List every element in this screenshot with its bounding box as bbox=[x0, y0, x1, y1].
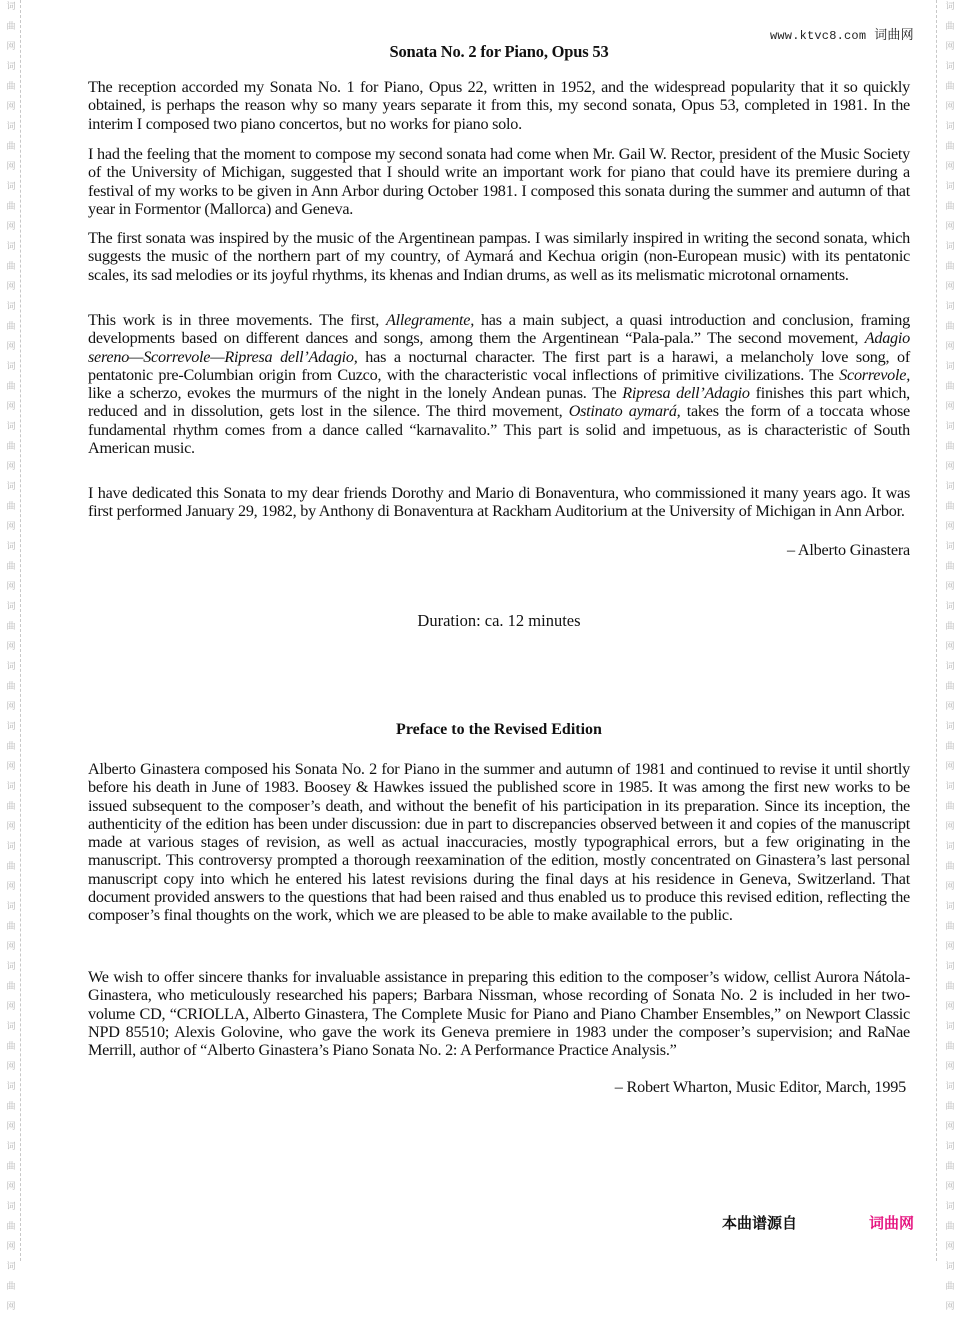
watermark-char: 曲 bbox=[6, 622, 16, 632]
watermark-char: 词 bbox=[6, 482, 16, 492]
watermark-group bbox=[940, 597, 956, 657]
watermark-char: 词 bbox=[945, 782, 955, 792]
movement-title-italic: Allegramente, bbox=[386, 311, 475, 329]
watermark-group bbox=[940, 957, 956, 1017]
duration-note: Duration: ca. 12 minutes bbox=[417, 611, 581, 630]
watermark-char: 词 bbox=[945, 1082, 955, 1092]
watermark-char: 词 bbox=[6, 302, 16, 312]
watermark-char: 网 bbox=[945, 42, 955, 52]
watermark-group bbox=[1, 957, 21, 1017]
watermark-group bbox=[1, 717, 21, 777]
watermark-char: 曲 bbox=[6, 682, 16, 692]
watermark-char: 网 bbox=[945, 702, 955, 712]
watermark-char: 网 bbox=[6, 222, 16, 232]
watermark-char: 词 bbox=[945, 602, 955, 612]
watermark-group bbox=[1, 0, 21, 57]
watermark-char: 词 bbox=[6, 602, 16, 612]
movement-title-italic: Adagio sereno—Scorrevole—Ripresa dell’Adagio, bbox=[88, 329, 910, 366]
watermark-char: 网 bbox=[6, 342, 16, 352]
editor-signature: – Robert Wharton, Music Editor, March, 1995 bbox=[614, 1078, 906, 1096]
watermark-char: 词 bbox=[945, 302, 955, 312]
watermark-group bbox=[940, 837, 956, 897]
watermark-char: 网 bbox=[945, 822, 955, 832]
watermark-group bbox=[1, 537, 21, 597]
watermark-char: 词 bbox=[945, 1142, 955, 1152]
watermark-group bbox=[1, 477, 21, 537]
watermark-char: 词 bbox=[945, 1022, 955, 1032]
watermark-group bbox=[1, 777, 21, 837]
watermark-char: 曲 bbox=[945, 562, 955, 572]
watermark-char: 网 bbox=[6, 162, 16, 172]
footer-brand-link[interactable]: 词曲网 bbox=[869, 1214, 915, 1232]
watermark-group bbox=[1, 657, 21, 717]
watermark-char: 网 bbox=[945, 462, 955, 472]
watermark-group bbox=[1, 417, 21, 477]
watermark-char: 词 bbox=[6, 122, 16, 132]
watermark-char: 曲 bbox=[945, 322, 955, 332]
watermark-char: 网 bbox=[6, 402, 16, 412]
watermark-char: 曲 bbox=[945, 742, 955, 752]
watermark-group bbox=[1, 897, 21, 957]
watermark-char: 曲 bbox=[6, 1042, 16, 1052]
watermark-char: 词 bbox=[945, 122, 955, 132]
watermark-char: 词 bbox=[945, 482, 955, 492]
watermark-group bbox=[940, 1257, 956, 1317]
watermark-char: 词 bbox=[6, 182, 16, 192]
watermark-group bbox=[1, 117, 21, 177]
watermark-char: 词 bbox=[6, 1142, 16, 1152]
watermark-char: 曲 bbox=[945, 1042, 955, 1052]
watermark-char: 曲 bbox=[6, 82, 16, 92]
watermark-char: 词 bbox=[945, 2, 955, 12]
watermark-char: 网 bbox=[6, 822, 16, 832]
watermark-group bbox=[1, 1017, 21, 1077]
watermark-char: 网 bbox=[945, 522, 955, 532]
watermark-char: 词 bbox=[6, 782, 16, 792]
watermark-char: 曲 bbox=[6, 442, 16, 452]
watermark-char: 曲 bbox=[6, 382, 16, 392]
watermark-group bbox=[1, 177, 21, 237]
watermark-char: 词 bbox=[6, 542, 16, 552]
watermark-group bbox=[940, 237, 956, 297]
paragraph-feeling: I had the feeling that the moment to compose my second sonata had come when Mr. Gail W. Rector, president of the Music Society of the University of Michigan, suggested that I should write an important work for piano that could have its premiere during a festival of my works to be given in Ann Arbor during October 1981. I composed this sonata during the summer and autumn of that year in Formentor (Mallorca) and Geneva. bbox=[88, 145, 910, 218]
watermark-char: 网 bbox=[945, 102, 955, 112]
watermark-char: 词 bbox=[6, 842, 16, 852]
watermark-char: 网 bbox=[945, 162, 955, 172]
watermark-char: 词 bbox=[945, 242, 955, 252]
text-run: This work is in three movements. The first, bbox=[88, 311, 386, 329]
text-run: finishes this part which, reduced and in dissolution, gets lost in the silence. The third movement, bbox=[88, 384, 910, 421]
watermark-group bbox=[940, 177, 956, 237]
watermark-group bbox=[940, 777, 956, 837]
watermark-char: 曲 bbox=[945, 922, 955, 932]
watermark-char: 曲 bbox=[945, 1282, 955, 1292]
watermark-group bbox=[940, 0, 956, 57]
watermark-char: 词 bbox=[6, 62, 16, 72]
watermark-group bbox=[1, 1257, 21, 1317]
watermark-group bbox=[1, 1197, 21, 1257]
watermark-char: 网 bbox=[945, 762, 955, 772]
watermark-char: 曲 bbox=[6, 562, 16, 572]
watermark-char: 网 bbox=[6, 1002, 16, 1012]
watermark-char: 词 bbox=[6, 662, 16, 672]
watermark-char: 网 bbox=[6, 642, 16, 652]
watermark-char: 曲 bbox=[6, 862, 16, 872]
right-watermark-margin bbox=[936, 0, 956, 1312]
watermark-char: 曲 bbox=[945, 682, 955, 692]
footer-source-label: 本曲谱源自 bbox=[722, 1214, 798, 1232]
watermark-char: 网 bbox=[945, 642, 955, 652]
watermark-char: 网 bbox=[945, 222, 955, 232]
watermark-char: 曲 bbox=[6, 202, 16, 212]
watermark-char: 词 bbox=[945, 542, 955, 552]
watermark-char: 网 bbox=[6, 462, 16, 472]
watermark-char: 网 bbox=[945, 942, 955, 952]
watermark-char: 词 bbox=[6, 1082, 16, 1092]
watermark-group bbox=[940, 1197, 956, 1257]
watermark-group bbox=[1, 1137, 21, 1197]
text-run: has a main subject, a quasi introduction and conclusion, framing developments based on different dances and songs, among them the Argentinean “Pala-pala.” The second movement, bbox=[88, 311, 910, 348]
watermark-group bbox=[940, 117, 956, 177]
paragraph-acknowledgements: We wish to offer sincere thanks for invaluable assistance in preparing this edition to the composer’s widow, cellist Aurora Nátola-Ginastera, who meticulously researched his papers; Barbara Nissman, whose recording of Sonata No. 2 is included in her two-volume CD, “CRIOLLA, Alberto Ginastera, The Complete Music for Piano and Piano Chamber Ensembles,” on Newport Classic NPD 85510; Alexis Golovine, who gave the work its Geneva premiere in 1983 under the composer’s supervision; and RaNae Merrill, author of “Alberto Ginastera’s Piano Sonata No. 2: A Performance Practice Analysis.” bbox=[88, 968, 910, 1060]
watermark-char: 网 bbox=[6, 582, 16, 592]
watermark-group bbox=[1, 297, 21, 357]
watermark-char: 词 bbox=[945, 1202, 955, 1212]
watermark-char: 网 bbox=[945, 1302, 955, 1312]
watermark-char: 曲 bbox=[945, 262, 955, 272]
text-run: takes the form of a toccata whose fundamental rhythm comes from a dance called “karnavalito.” This part is solid and impetuous, as is characteristic of South American music. bbox=[88, 402, 910, 458]
watermark-char: 词 bbox=[945, 422, 955, 432]
watermark-char: 网 bbox=[6, 942, 16, 952]
watermark-char: 曲 bbox=[945, 82, 955, 92]
watermark-char: 曲 bbox=[6, 742, 16, 752]
site-name: 词曲网 bbox=[874, 28, 914, 43]
watermark-char: 网 bbox=[945, 1002, 955, 1012]
watermark-group bbox=[1, 57, 21, 117]
left-watermark-margin bbox=[0, 0, 21, 1312]
page-title: Sonata No. 2 for Piano, Opus 53 bbox=[389, 42, 609, 61]
watermark-group bbox=[940, 477, 956, 537]
watermark-char: 曲 bbox=[945, 502, 955, 512]
watermark-char: 曲 bbox=[945, 982, 955, 992]
watermark-char: 网 bbox=[945, 282, 955, 292]
watermark-char: 网 bbox=[6, 1122, 16, 1132]
watermark-group bbox=[1, 357, 21, 417]
watermark-char: 曲 bbox=[6, 262, 16, 272]
site-url: www.ktvc8.com bbox=[770, 29, 867, 43]
watermark-group bbox=[940, 717, 956, 777]
watermark-char: 曲 bbox=[945, 862, 955, 872]
watermark-char: 词 bbox=[945, 842, 955, 852]
movement-title-italic: Ripresa dell’Adagio bbox=[622, 384, 750, 403]
watermark-char: 词 bbox=[945, 362, 955, 372]
watermark-char: 曲 bbox=[6, 922, 16, 932]
author-signature: – Alberto Ginastera bbox=[787, 541, 910, 559]
watermark-char: 词 bbox=[6, 362, 16, 372]
watermark-char: 网 bbox=[6, 1302, 16, 1312]
watermark-char: 网 bbox=[945, 1182, 955, 1192]
watermark-char: 词 bbox=[6, 1262, 16, 1272]
watermark-char: 网 bbox=[6, 1242, 16, 1252]
watermark-char: 曲 bbox=[945, 802, 955, 812]
watermark-char: 网 bbox=[6, 762, 16, 772]
watermark-group bbox=[940, 417, 956, 477]
watermark-char: 曲 bbox=[6, 1102, 16, 1112]
watermark-char: 词 bbox=[6, 422, 16, 432]
watermark-group bbox=[940, 1077, 956, 1137]
watermark-char: 词 bbox=[945, 62, 955, 72]
watermark-char: 曲 bbox=[945, 442, 955, 452]
movement-title-italic: Scorrevole, bbox=[839, 365, 910, 384]
paragraph-dedication: I have dedicated this Sonata to my dear friends Dorothy and Mario di Bonaventura, who commissioned it many years ago. It was first performed January 29, 1982, by Anthony di Bonaventura at Rackham Auditorium at the University of Michigan in Ann Arbor. bbox=[88, 484, 910, 521]
watermark-char: 曲 bbox=[6, 802, 16, 812]
watermark-char: 词 bbox=[6, 722, 16, 732]
watermark-group bbox=[1, 597, 21, 657]
paragraph-revised-edition: Alberto Ginastera composed his Sonata No. 2 for Piano in the summer and autumn of 1981 and continued to revise it until shortly before his death in June of 1983. Boosey & Hawkes issued the published score in 1985. It was among the first new works to be issued subsequent to the composer’s death, and without the benefit of his participation in its preparation. Since its inception, the authenticity of the edition has been under discussion: due in part to discrepancies observed between it and copies of the manuscript made at various stages of revision, as well as actual inaccuracies, mostly typographical errors, but a few originating in the manuscript. This controversy prompted a thorough reexamination of the edition, mostly concentrated on Ginastera’s last personal manuscript copy into which he entered his latest revisions during the final days at his residence in Geneva, Switzerland. That document provided answers to the questions that had been raised and thus enabled us to produce this revised edition, reflecting the composer’s final thoughts on the work, which we are pleased to be able to make available to the public. bbox=[88, 760, 910, 925]
paragraph-movements bbox=[88, 311, 910, 457]
watermark-char: 词 bbox=[6, 902, 16, 912]
watermark-char: 网 bbox=[6, 42, 16, 52]
watermark-char: 网 bbox=[945, 1062, 955, 1072]
watermark-group bbox=[940, 297, 956, 357]
watermark-char: 曲 bbox=[945, 142, 955, 152]
watermark-char: 网 bbox=[945, 1242, 955, 1252]
watermark-char: 网 bbox=[6, 522, 16, 532]
watermark-char: 曲 bbox=[945, 1162, 955, 1172]
watermark-char: 词 bbox=[945, 182, 955, 192]
watermark-char: 词 bbox=[945, 722, 955, 732]
watermark-char: 词 bbox=[6, 1202, 16, 1212]
watermark-char: 词 bbox=[6, 242, 16, 252]
movement-title-italic: Ostinato aymará, bbox=[568, 402, 681, 421]
watermark-char: 词 bbox=[945, 1262, 955, 1272]
watermark-char: 曲 bbox=[945, 1222, 955, 1232]
watermark-char: 词 bbox=[6, 2, 16, 12]
watermark-char: 词 bbox=[945, 662, 955, 672]
watermark-group bbox=[940, 897, 956, 957]
watermark-group bbox=[940, 1017, 956, 1077]
watermark-char: 网 bbox=[6, 702, 16, 712]
watermark-char: 曲 bbox=[945, 622, 955, 632]
watermark-char: 曲 bbox=[945, 1102, 955, 1112]
watermark-group bbox=[940, 357, 956, 417]
watermark-group bbox=[940, 537, 956, 597]
watermark-char: 词 bbox=[6, 1022, 16, 1032]
watermark-char: 曲 bbox=[6, 1282, 16, 1292]
watermark-char: 曲 bbox=[6, 1162, 16, 1172]
watermark-group bbox=[940, 57, 956, 117]
watermark-char: 网 bbox=[945, 342, 955, 352]
section-title: Preface to the Revised Edition bbox=[396, 721, 602, 738]
watermark-char: 曲 bbox=[6, 322, 16, 332]
watermark-char: 网 bbox=[945, 402, 955, 412]
watermark-char: 曲 bbox=[6, 142, 16, 152]
paragraph-inspiration: The first sonata was inspired by the music of the Argentinean pampas. I was similarly inspired in writing the second sonata, which suggests the music of the northern part of my country, of Aymará and Kechua origin (non-European music) with its pentatonic scales, its sad melodies or its joyful rhythms, its khenas and Indian drums, as well as its melismatic microtonal ornaments. bbox=[88, 229, 910, 284]
watermark-char: 网 bbox=[6, 102, 16, 112]
watermark-char: 曲 bbox=[6, 982, 16, 992]
watermark-char: 词 bbox=[6, 962, 16, 972]
watermark-char: 网 bbox=[6, 882, 16, 892]
watermark-char: 词 bbox=[945, 902, 955, 912]
watermark-group bbox=[940, 1137, 956, 1197]
watermark-char: 曲 bbox=[945, 202, 955, 212]
watermark-char: 网 bbox=[6, 1182, 16, 1192]
watermark-char: 曲 bbox=[6, 22, 16, 32]
watermark-group bbox=[940, 657, 956, 717]
watermark-char: 网 bbox=[945, 582, 955, 592]
paragraph-reception: The reception accorded my Sonata No. 1 for Piano, Opus 22, written in 1952, and the widespread popularity that it so quickly obtained, is perhaps the reason why so many years separate it from this, my second sonata, Opus 53, completed in 1981. In the interim I composed two piano concertos, but no works for piano solo. bbox=[88, 78, 910, 133]
site-header-watermark bbox=[770, 24, 914, 43]
watermark-char: 网 bbox=[6, 282, 16, 292]
watermark-char: 曲 bbox=[945, 22, 955, 32]
watermark-char: 网 bbox=[945, 1122, 955, 1132]
watermark-char: 网 bbox=[6, 1062, 16, 1072]
watermark-char: 曲 bbox=[6, 1222, 16, 1232]
watermark-char: 曲 bbox=[6, 502, 16, 512]
watermark-char: 曲 bbox=[945, 382, 955, 392]
watermark-char: 网 bbox=[945, 882, 955, 892]
watermark-char: 词 bbox=[945, 962, 955, 972]
watermark-group bbox=[1, 237, 21, 297]
watermark-group bbox=[1, 1077, 21, 1137]
text-run: has a nocturnal character. The first part is a harawi, a melancholy love song, of pentatonic pre-Columbian origin from Cuzco, with the characteristic vocal inflections of primitive civilizations. The bbox=[88, 347, 910, 384]
text-run: like a scherzo, evokes the murmurs of the night in the lonely Andean punas. The bbox=[88, 384, 623, 403]
watermark-group bbox=[1, 837, 21, 897]
